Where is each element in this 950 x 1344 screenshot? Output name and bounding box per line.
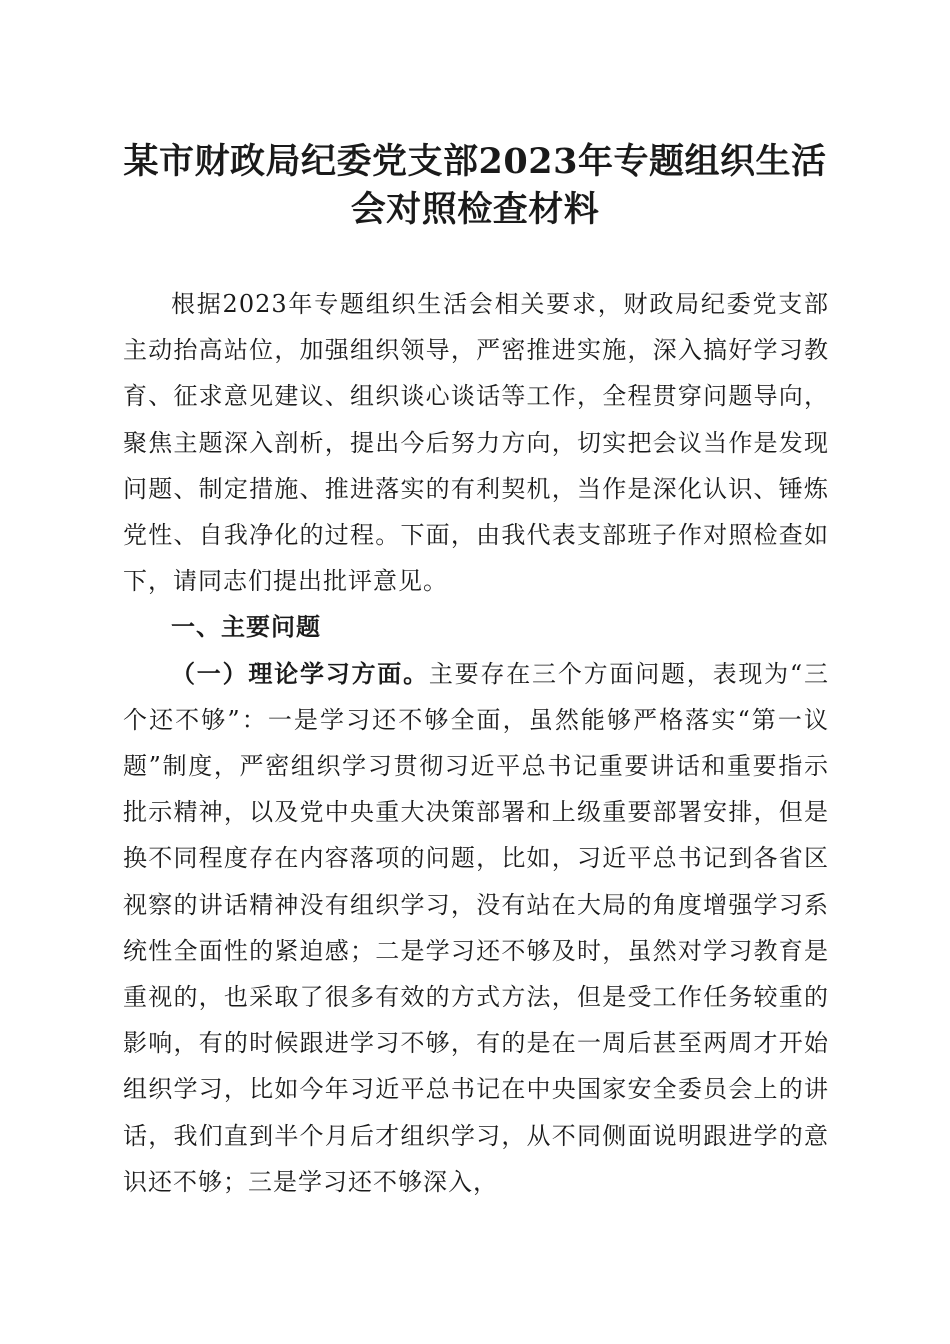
subsection-theory-study (123, 651, 829, 1205)
section-heading-main-problems: 一、主要问题 (171, 613, 321, 642)
subsection-text: 主要存在三个方面问题，表现为“三个还不够”：一是学习还不够全面，虽然能够严格落实“第一议题”制度，严密组织学习贯彻习近平总书记重要讲话和重要指示批示精神，以及党中央重大决策部署和上级重要部署安排，但是换不同程度存在内容落项的问题，比如，习近平总书记到各省区视察的讲话精神没有组织学习，没有站在大局的角度增强学习系统性全面性的紧迫感；二是学习还不够及时，虽然对学习教育是重视的，也采取了很多有效的方式方法，但是受工作任务较重的影响，有的时候跟进学习不够，有的是在一周后甚至两周才开始组织学习，比如今年习近平总书记在中央国家安全委员会上的讲话，我们直到半个月后才组织学习，从不同侧面说明跟进学的意识还不够；三是学习还不够深入， (123, 659, 829, 1196)
subsection-lead: （一）理论学习方面。 (171, 658, 429, 688)
title-line-2: 会对照检查材料 (350, 189, 600, 230)
title-line-1: 某市财政局纪委党支部2023年专题组织生活 (123, 141, 827, 182)
intro-paragraph: 根据2023年专题组织生活会相关要求，财政局纪委党支部主动抬高站位，加强组织领导，严密推进实施，深入搞好学习教育、征求意见建议、组织谈心谈话等工作，全程贯穿问题导向，聚焦主题深入剖析，提出今后努力方向，切实把会议当作是发现问题、制定措施、推进落实的有利契机，当作是深化认识、锤炼党性、自我净化的过程。下面，由我代表支部班子作对照检查如下，请同志们提出批评意见。 (123, 290, 829, 596)
document-body (123, 281, 829, 1205)
document-title (100, 138, 850, 234)
